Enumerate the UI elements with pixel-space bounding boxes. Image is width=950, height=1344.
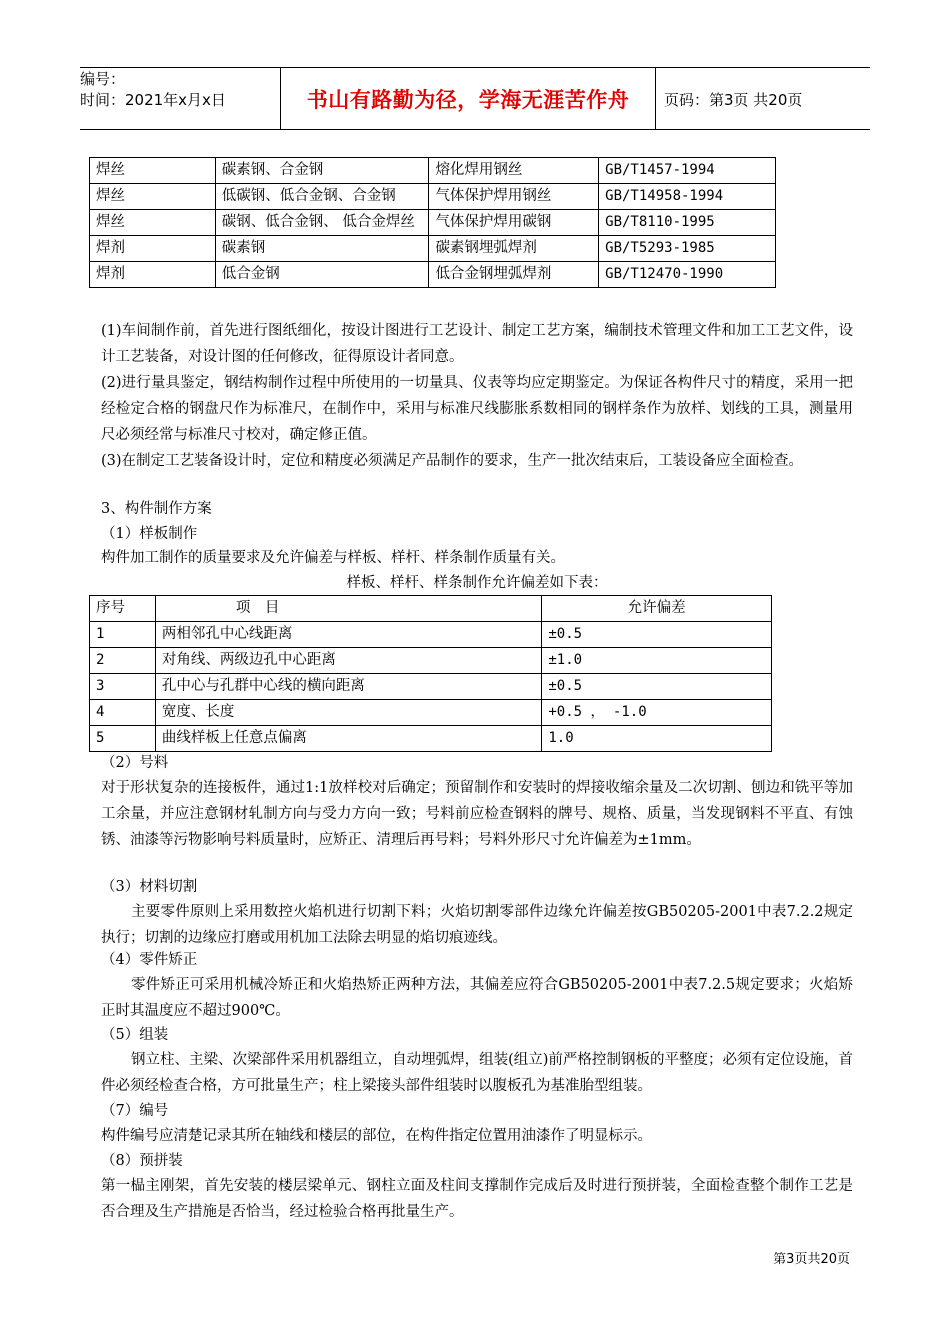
table-row bbox=[90, 674, 772, 700]
table-cell: 焊丝 bbox=[90, 210, 216, 236]
table-cell: 2 bbox=[90, 648, 156, 674]
table-cell: GB/T12470-1990 bbox=[599, 262, 776, 288]
table-cell: 4 bbox=[90, 700, 156, 726]
doc-time-label: 时间：2021年x月x日 bbox=[80, 91, 226, 109]
subsection-heading: （3）材料切割 bbox=[101, 879, 198, 895]
doc-number-label: 编号： bbox=[80, 70, 126, 88]
table-cell: 低碳钢、低合金钢、合金钢 bbox=[215, 184, 429, 210]
table-row bbox=[90, 648, 772, 674]
table-cell: 宽度、长度 bbox=[155, 700, 541, 726]
table-cell: ±0.5 bbox=[542, 622, 772, 648]
table-cell: 3 bbox=[90, 674, 156, 700]
table-header-row bbox=[90, 596, 772, 622]
footer-page-info: 第3页共20页 bbox=[773, 1252, 850, 1267]
table-cell: GB/T14958-1994 bbox=[599, 184, 776, 210]
table-cell: 对角线、两级边孔中心距离 bbox=[155, 648, 541, 674]
header-slogan: 书山有路勤为径，学海无涯苦作舟 bbox=[280, 68, 656, 130]
table-header-cell: 项 目 bbox=[155, 596, 541, 622]
table-cell: GB/T8110-1995 bbox=[599, 210, 776, 236]
table-cell: 气体保护焊用碳钢 bbox=[429, 210, 599, 236]
table-cell: +0.5 ， -1.0 bbox=[542, 700, 772, 726]
table-cell: 两相邻孔中心线距离 bbox=[155, 622, 541, 648]
table-cell: 焊丝 bbox=[90, 158, 216, 184]
table-cell: 焊丝 bbox=[90, 184, 216, 210]
header-meta bbox=[80, 68, 280, 131]
subsection-heading: （2）号料 bbox=[101, 755, 169, 771]
header-page-info: 页码：第3页 共20页 bbox=[664, 90, 803, 109]
paragraph: (1)车间制作前，首先进行图纸细化，按设计图进行工艺设计、制定工艺方案，编制技术管理文件和加工工艺文件，设计工艺装备，对设计图的任何修改，征得原设计者同意。 bbox=[101, 323, 853, 365]
paragraph: 对于形状复杂的连接板件，通过1:1放样校对后确定；预留制作和安装时的焊接收缩余量及二次切割、刨边和铣平等加工余量，并应注意钢材轧制方向与受力方向一致；号料前应检查钢料的牌号、规格、质量，当发现钢料不平直、有蚀锈、油漆等污物影响号料质量时，应矫正、清理后再号料；号料外形尺寸允许偏差为±1mm。 bbox=[101, 780, 853, 848]
subsection-heading: （7）编号 bbox=[101, 1103, 169, 1119]
materials-table bbox=[89, 157, 776, 288]
table-cell: 低合金钢埋弧焊剂 bbox=[429, 262, 599, 288]
table-cell: 碳素钢 bbox=[215, 236, 429, 262]
table-cell: 碳钢、低合金钢、 低合金焊丝 bbox=[215, 210, 429, 236]
deviation-table bbox=[89, 595, 772, 752]
table-header-cell: 允许偏差 bbox=[542, 596, 772, 622]
table-cell: 5 bbox=[90, 726, 156, 752]
subsection-heading: （5）组装 bbox=[101, 1027, 169, 1043]
table-cell: 低合金钢 bbox=[215, 262, 429, 288]
section-heading: 3、构件制作方案 bbox=[101, 501, 212, 517]
table-row bbox=[90, 158, 776, 184]
paragraph: 零件矫正可采用机械冷矫正和火焰热矫正两种方法，其偏差应符合GB50205-2001中表7.2.5规定要求；火焰矫正时其温度应不超过900℃。 bbox=[101, 977, 853, 1019]
table-row bbox=[90, 622, 772, 648]
table-cell: 碳素钢、合金钢 bbox=[215, 158, 429, 184]
table-cell: ±0.5 bbox=[542, 674, 772, 700]
paragraph: 钢立柱、主梁、次梁部件采用机器组立，自动埋弧焊，组装(组立)前严格控制钢板的平整度；必须有定位设施，首件必须经检查合格，方可批量生产；柱上梁接头部件组装时以腹板孔为基准胎型组装。 bbox=[101, 1052, 853, 1094]
subsection-heading: （8）预拼装 bbox=[101, 1153, 183, 1169]
table-cell: 曲线样板上任意点偏离 bbox=[155, 726, 541, 752]
table-cell: 1 bbox=[90, 622, 156, 648]
table-cell: 气体保护焊用钢丝 bbox=[429, 184, 599, 210]
table-row bbox=[90, 700, 772, 726]
table-cell: GB/T5293-1985 bbox=[599, 236, 776, 262]
table-row bbox=[90, 210, 776, 236]
paragraph: 构件编号应清楚记录其所在轴线和楼层的部位，在构件指定位置用油漆作了明显标示。 bbox=[101, 1128, 652, 1144]
table-cell: 焊剂 bbox=[90, 262, 216, 288]
subsection-heading: （4）零件矫正 bbox=[101, 952, 198, 968]
table-cell: GB/T1457-1994 bbox=[599, 158, 776, 184]
table-caption: 样板、样杆、样条制作允许偏差如下表： bbox=[346, 575, 608, 591]
subsection-heading: （1）样板制作 bbox=[101, 526, 198, 542]
table-cell: 熔化焊用钢丝 bbox=[429, 158, 599, 184]
table-cell: 焊剂 bbox=[90, 236, 216, 262]
paragraph: (3)在制定工艺装备设计时，定位和精度必须满足产品制作的要求，生产一批次结束后，工装设备应全面检查。 bbox=[101, 453, 804, 469]
table-cell: 1.0 bbox=[542, 726, 772, 752]
table-cell: 孔中心与孔群中心线的横向距离 bbox=[155, 674, 541, 700]
paragraph: 主要零件原则上采用数控火焰机进行切割下料；火焰切割零部件边缘允许偏差按GB50205-2001中表7.2.2规定执行；切割的边缘应打磨或用机加工法除去明显的焰切痕迹线。 bbox=[101, 904, 853, 946]
table-cell: 碳素钢埋弧焊剂 bbox=[429, 236, 599, 262]
paragraph: (2)进行量具鉴定，钢结构制作过程中所使用的一切量具、仪表等均应定期鉴定。为保证各构件尺寸的精度，采用一把经检定合格的钢盘尺作为标准尺，在制作中，采用与标准尺线膨胀系数相同的钢样条作为放样、划线的工具，测量用尺必须经常与标准尺寸校对，确定修正值。 bbox=[101, 375, 853, 443]
table-row bbox=[90, 262, 776, 288]
table-cell: ±1.0 bbox=[542, 648, 772, 674]
paragraph: 第一榀主刚架，首先安装的楼层梁单元、钢柱立面及柱间支撑制作完成后及时进行预拼装，全面检查整个制作工艺是否合理及生产措施是否恰当，经过检验合格再批量生产。 bbox=[101, 1178, 853, 1220]
paragraph: 构件加工制作的质量要求及允许偏差与样板、样杆、样条制作质量有关。 bbox=[101, 550, 565, 566]
table-header-cell: 序号 bbox=[90, 596, 156, 622]
table-row bbox=[90, 184, 776, 210]
table-row bbox=[90, 726, 772, 752]
table-row bbox=[90, 236, 776, 262]
